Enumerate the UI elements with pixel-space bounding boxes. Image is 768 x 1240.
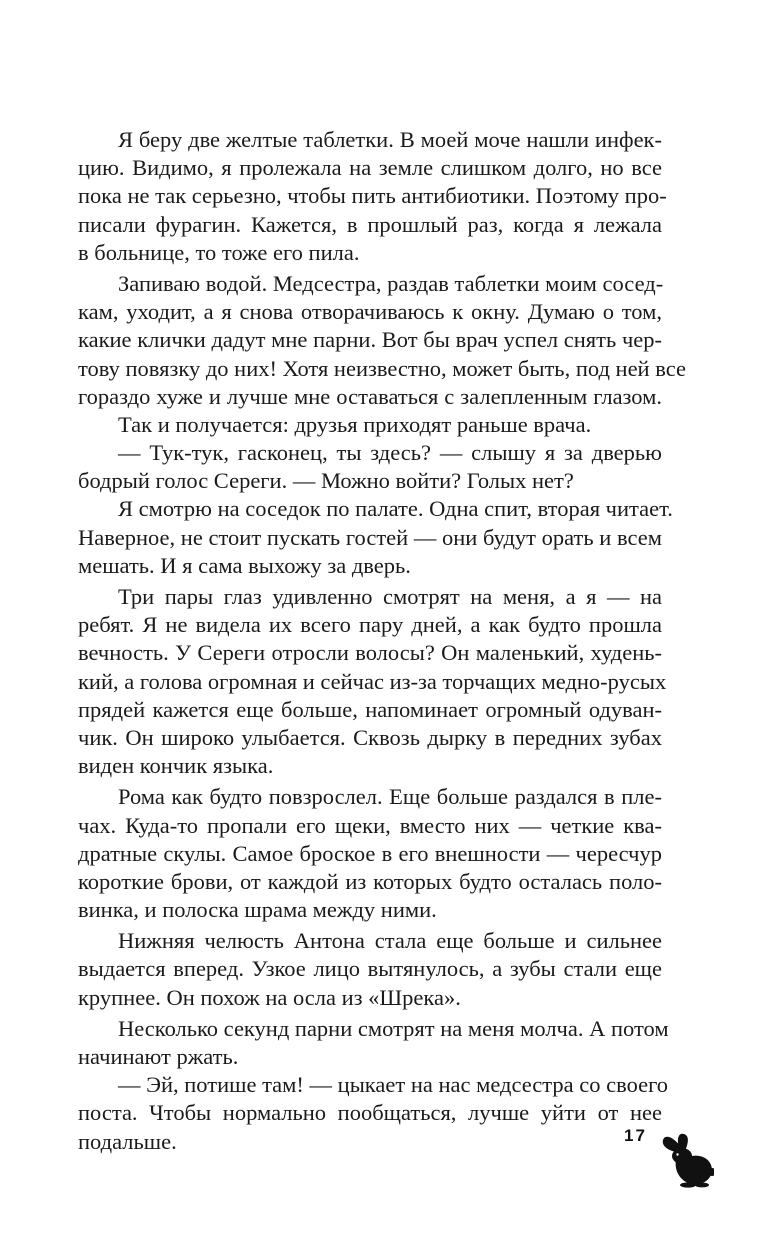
text-line: Три пары глаз удивленно смотрят на меня, а я — на <box>118 584 662 609</box>
text-line: выдается вперед. Узкое лицо вытянулось, а зубы стали еще <box>78 956 662 982</box>
text-line: Несколько секунд парни смотрят на меня молча. А потом <box>118 1015 669 1041</box>
text-line: какие клички дадут мне парни. Вот бы врач успел снять чер- <box>78 327 662 353</box>
text-line: Так и получается: друзья приходят раньше врача. <box>118 411 592 437</box>
text-line: короткие брови, от каждой из которых будто осталась поло- <box>78 868 662 894</box>
text-line: кам, уходит, а я снова отворачиваюсь к окну. Думаю о том, <box>78 299 662 325</box>
text-line: мешать. И я сама выхожу за дверь. <box>78 552 411 578</box>
text-line: Запиваю водой. Медсестра, раздав таблетки моим сосед- <box>118 270 664 296</box>
text-line: чик. Он широко улыбается. Сквозь дырку в передних зубах <box>78 724 662 750</box>
text-line: — Тук-тук, гасконец, ты здесь? — слышу я за дверью <box>118 440 662 466</box>
text-line: вечность. У Сереги отросли волосы? Он маленький, худень- <box>78 640 662 666</box>
rabbit-icon <box>662 1130 714 1188</box>
text-line: тову повязку до них! Хотя неизвестно, может быть, под ней все <box>78 355 686 381</box>
text-line: писали фурагин. Кажется, в прошлый раз, когда я лежала <box>78 211 662 237</box>
text-line: чах. Куда-то пропали его щеки, вместо них — четкие ква- <box>78 812 662 838</box>
text-line: гораздо хуже и лучше мне оставаться с залепленным глазом. <box>78 383 662 409</box>
text-line: Рома как будто повзрослел. Еще больше раздался в пле- <box>118 784 662 810</box>
page-number: 17 <box>624 1126 647 1145</box>
text-line: виден кончик языка. <box>78 753 274 779</box>
text-line: Нижняя челюсть Антона стала еще больше и сильнее <box>118 928 662 954</box>
text-line: пока не так серьезно, чтобы пить антибиотики. Поэтому про- <box>78 183 667 209</box>
text-line: кий, а голова огромная и сейчас из-за торчащих медно-русых <box>78 668 667 694</box>
text-line: цию. Видимо, я пролежала на земле слишком долго, но все <box>78 155 662 181</box>
text-line: ребят. Я не видела их всего пару дней, а как будто прошла <box>78 612 662 638</box>
text-line: Я смотрю на соседок по палате. Одна спит, вторая читает. <box>118 496 673 522</box>
body-text <box>78 126 686 1156</box>
text-line: дратные скулы. Самое броское в его внешности — чересчур <box>78 840 662 866</box>
text-line: в больнице, то тоже его пила. <box>78 239 360 265</box>
text-line: Я беру две желтые таблетки. В моей моче нашли инфек- <box>118 127 662 152</box>
text-line: поста. Чтобы нормально пообщаться, лучше уйти от нее <box>78 1100 662 1126</box>
text-line: — Эй, потише там! — цыкает на нас медсестра со своего <box>118 1072 669 1098</box>
text-line: Наверное, не стоит пускать гостей — они будут орать и всем <box>78 524 662 550</box>
text-line: винка, и полоска шрама между ними. <box>78 897 437 923</box>
text-line: подальше. <box>78 1128 177 1154</box>
text-line: прядей кажется еще больше, напоминает огромный одуван- <box>78 696 662 722</box>
text-line: начинают ржать. <box>78 1044 239 1069</box>
text-line: крупнее. Он похож на осла из «Шрека». <box>78 984 461 1010</box>
text-line: бодрый голос Сереги. — Можно войти? Голых нет? <box>78 468 574 494</box>
